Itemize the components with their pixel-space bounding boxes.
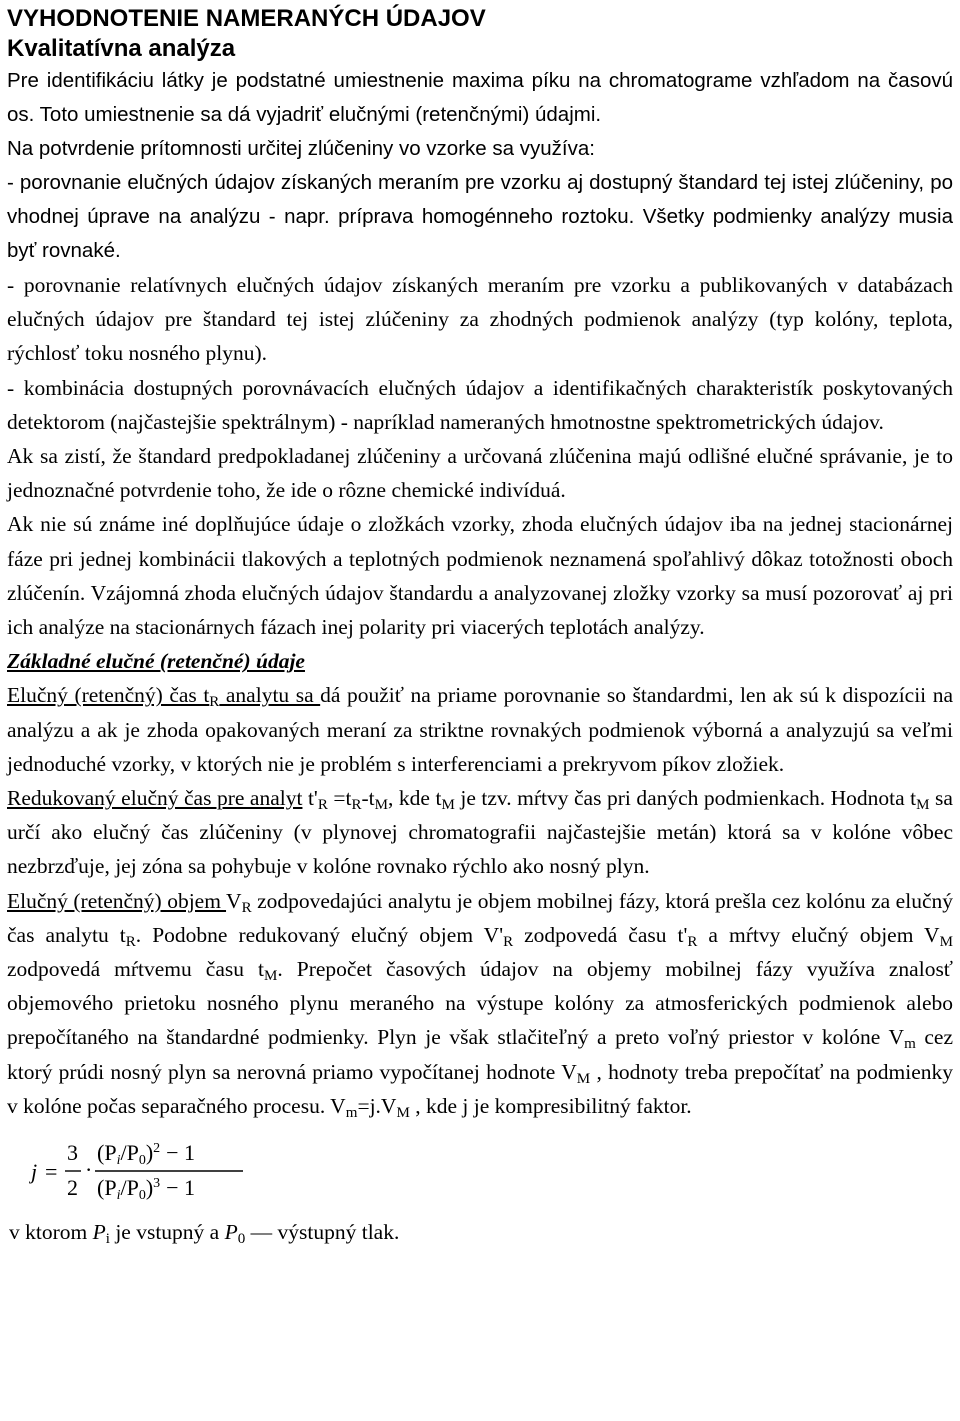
bullet-standard-comparison: - porovnanie elučných údajov získaných meraním pre vzorku aj dostupný štandard tej istej zlúčeniny, po vhodnej úprave na analýzu - napr. príprava homogénneho roztoku. Všetky podmienky analýzy musia byť rovnaké. bbox=[7, 171, 953, 262]
subsection-title: Základné elučné (retenčné) údaje bbox=[7, 649, 305, 674]
intro-paragraph: Pre identifikáciu látky je podstatné umiestnenie maxima píku na chromatograme vzhľadom na časovú os. Toto umiestnenie sa dá vyjadriť elučnými (retenčnými) údajmi. bbox=[7, 69, 953, 126]
paragraph-retention-time: Elučný (retenčný) čas $t_R$ analytu sa dá použiť na priame porovnanie so štandardmi, len ak sú k dispozícii na analýzu a ak je zhoda opakovaných meraní za striktne rovnakých podmienok výborná a analyzujú sa veľmi jednoduché vzorky, v ktorých nie je problém s interferenciami a prekryvom píkov zložiek. bbox=[7, 683, 953, 776]
paragraph-stationary-phases: Ak nie sú známe iné doplňujúce údaje o zložkách vzorky, zhoda elučných údajov iba na jednej stacionárnej fáze pri jednej kombinácii tlakových a teplotných podmienok neznamená spoľahlivý dôkaz totožnosti oboch zlúčenín. Vzájomná zhoda elučných údajov štandardu a analyzovanej zložky vzorky sa musí pozorovať aj pri ich analýze na stacionárnych fázach inej polarity pri viacerých teplotách analýzy. bbox=[7, 512, 953, 640]
page-title: VYHODNOTENIE NAMERANÝCH ÚDAJOV bbox=[7, 5, 486, 32]
section-heading: Kvalitatívna analýza bbox=[7, 35, 236, 62]
confirmation-paragraph: Na potvrdenie prítomnosti určitej zlúčeniny vo vzorke sa využíva: bbox=[7, 137, 595, 160]
formula-denominator: $(Pi/P0)^3 - 1$ bbox=[97, 1175, 196, 1204]
formula-numerator: $(Pi/P0)^2 - 1$ bbox=[97, 1140, 196, 1169]
compressibility-formula bbox=[29, 1137, 249, 1205]
formula-dot: · bbox=[85, 1157, 93, 1183]
paragraph-retention-volume: Elučný (retenčný) objem $V_R$ zodpovedajúci analytu je objem mobilnej fázy, ktorá prešla cez kolónu za elučný čas analytu $t_R$. Podobne redukovaný elučný objem $V'_R$ zodpovedá času $t'_R$ a mŕtvy elučný objem $V_M$ zodpovedá mŕtvemu času $t_M$. Prepočet časových údajov na objemy mobilnej fázy využíva znalosť objemového prietoku nosného plynu meraného na výstupe kolóny za atmosferických podmienok alebo prepočítaného na štandardné podmienky. Plyn je však stlačiteľný a preto voľný priestor v kolóne $V_m$ cez ktorý prúdi nosný plyn sa nerovná priamo vypočítanej hodnote $V_M$ , hodnoty treba prepočítať na podmienky v kolóne počas separačného procesu. $V_m=j.V_M$ , kde j je kompresibilitný faktor. bbox=[7, 888, 953, 1121]
paragraph-different-behavior: Ak sa zistí, že štandard predpokladanej zlúčeniny a určovaná zlúčenina majú odlišné elučné správanie, je to jednoznačné potvrdenie toho, že ide o rôzne chemické indivíduá. bbox=[7, 444, 953, 503]
formula-lhs: j bbox=[31, 1159, 38, 1185]
bullet-relative-comparison: - porovnanie relatívnych elučných údajov získaných meraním pre vzorku a publikovaných v databázach elučných údajov pre štandard tej istej zlúčeniny za zhodných podmienok analýzy (typ kolóny, teplota, rýchlosť toku nosného plynu). bbox=[7, 273, 953, 366]
formula-equals: = bbox=[45, 1159, 58, 1185]
formula-frac-num: 3 bbox=[67, 1140, 78, 1166]
formula-frac-den: 2 bbox=[67, 1175, 78, 1201]
paragraph-reduced-time: Redukovaný elučný čas pre analyt $t'_R =t_R-t_M$, kde $t_M$ je tzv. mŕtvy čas pri daných podmienkach. Hodnota $t_M$ sa určí ako elučný čas zlúčeniny (v plynovej chromatografii najčastejšie metán) ktorá sa v kolóne vôbec nezbrzďuje, jej zóna sa pohybuje v kolóne rovnako rýchlo ako nosný plyn. bbox=[7, 786, 953, 879]
bullet-detector-combination: - kombinácia dostupných porovnávacích elučných údajov a identifikačných charakteristík poskytovaných detektorom (najčastejšie spektrálnym) - napríklad nameraných hmotnostne spektrometrických údajov. bbox=[7, 375, 953, 434]
formula-legend: v ktorom $P_i$ je vstupný a $P_0$ — výstupný tlak. bbox=[9, 1220, 400, 1247]
term-reduced-time: Redukovaný elučný čas pre analyt bbox=[7, 786, 303, 811]
document-page bbox=[7, 4, 953, 1245]
term-retention-time: Elučný (retenčný) čas $t_R$ analytu sa bbox=[7, 683, 321, 711]
term-retention-volume: Elučný (retenčný) objem bbox=[7, 888, 227, 913]
